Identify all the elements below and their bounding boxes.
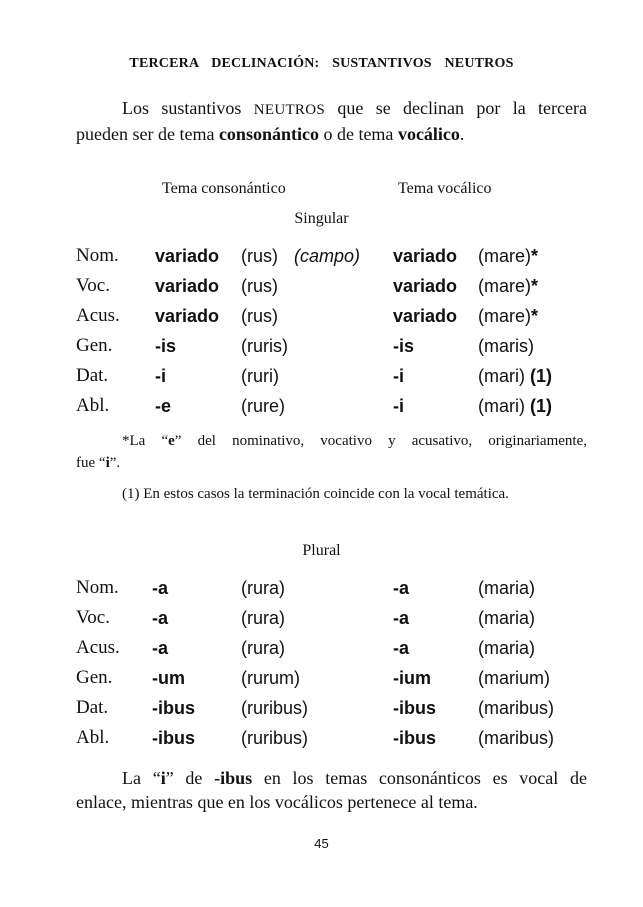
vocalic-ending: -ibus bbox=[393, 698, 436, 718]
case-label: Nom. bbox=[76, 577, 119, 598]
consonant-example: (rus) bbox=[241, 306, 278, 326]
note-text: ”. bbox=[109, 455, 121, 471]
note-text: *La “ bbox=[122, 433, 169, 449]
closing-text: La “ bbox=[122, 768, 161, 788]
vocalic-example bbox=[478, 728, 554, 749]
case-label: Voc. bbox=[76, 275, 110, 296]
page-number: 45 bbox=[314, 836, 329, 851]
closing-paragraph bbox=[76, 766, 587, 814]
header-vocalic: Tema vocálico bbox=[398, 180, 492, 197]
vocalic-ending: -a bbox=[393, 638, 410, 658]
vocalic-example-text: (mare) bbox=[478, 306, 531, 326]
vocalic-example bbox=[478, 246, 538, 267]
consonant-ending: -is bbox=[155, 336, 177, 356]
note-letter-e: e bbox=[168, 433, 175, 449]
intro-vocalico: vocálico bbox=[397, 124, 460, 144]
note-letter-i: i bbox=[105, 455, 110, 471]
consonant-example: (rura) bbox=[241, 608, 285, 628]
case-label: Voc. bbox=[76, 607, 110, 628]
page-title: TERCERA DECLINACIÓN: SUSTANTIVOS NEUTROS bbox=[129, 56, 514, 71]
vocalic-example-text: (mare) bbox=[478, 276, 531, 296]
consonant-example: (rurum) bbox=[241, 668, 300, 688]
vocalic-mark: * bbox=[531, 276, 539, 296]
note-star bbox=[76, 430, 587, 474]
intro-text: que se declinan por la tercera bbox=[325, 98, 587, 118]
vocalic-mark: (1) bbox=[525, 396, 552, 416]
vocalic-ending: -i bbox=[393, 396, 404, 416]
vocalic-ending: -ium bbox=[393, 668, 431, 688]
closing-ibus: -ibus bbox=[214, 768, 253, 788]
note-one: (1) En estos casos la terminación coincide con la vocal temática. bbox=[122, 486, 509, 502]
vocalic-ending: -a bbox=[393, 608, 410, 628]
consonant-example: (rus) bbox=[241, 246, 278, 266]
vocalic-example-text: (maria) bbox=[478, 638, 535, 658]
vocalic-example-text: (maris) bbox=[478, 336, 534, 356]
vocalic-mark: (1) bbox=[525, 366, 552, 386]
case-label: Abl. bbox=[76, 727, 110, 748]
intro-text: pueden ser de tema bbox=[76, 124, 219, 144]
vocalic-ending: -is bbox=[393, 336, 415, 356]
intro-text: . bbox=[459, 124, 465, 144]
consonant-ending: variado bbox=[155, 306, 220, 326]
vocalic-mark: * bbox=[531, 246, 539, 266]
vocalic-ending: variado bbox=[393, 306, 458, 326]
consonant-example: (rura) bbox=[241, 638, 285, 658]
vocalic-ending: variado bbox=[393, 246, 458, 266]
intro-consonantico: consonántico bbox=[218, 124, 319, 144]
consonant-example: (rus) bbox=[241, 276, 278, 296]
vocalic-ending: variado bbox=[393, 276, 458, 296]
case-label: Nom. bbox=[76, 245, 119, 266]
singular-label: Singular bbox=[294, 210, 349, 227]
closing-letter-i: i bbox=[160, 768, 166, 788]
vocalic-ending: -a bbox=[393, 578, 410, 598]
consonant-example: (ruribus) bbox=[241, 698, 309, 718]
intro-paragraph bbox=[76, 96, 587, 146]
vocalic-ending: -i bbox=[393, 366, 404, 386]
vocalic-example-text: (mari) bbox=[478, 396, 525, 416]
vocalic-ending: -ibus bbox=[393, 728, 436, 748]
vocalic-example-text: (maribus) bbox=[478, 698, 555, 718]
closing-text: ” de bbox=[165, 768, 215, 788]
consonant-example: (ruri) bbox=[241, 366, 279, 386]
vocalic-example bbox=[478, 336, 534, 357]
case-label: Gen. bbox=[76, 667, 113, 688]
vocalic-mark: * bbox=[531, 306, 539, 326]
vocalic-example bbox=[478, 698, 554, 719]
vocalic-example bbox=[478, 366, 552, 387]
case-label: Acus. bbox=[76, 305, 120, 326]
vocalic-example-text: (maria) bbox=[478, 608, 535, 628]
consonant-ending: -a bbox=[152, 638, 169, 658]
consonant-ending: -um bbox=[152, 668, 185, 688]
vocalic-example bbox=[478, 608, 535, 629]
vocalic-example bbox=[478, 396, 552, 417]
vocalic-example bbox=[478, 578, 535, 599]
closing-text: en los temas consonánticos es vocal de bbox=[252, 768, 587, 788]
case-label: Dat. bbox=[76, 365, 109, 386]
case-label: Acus. bbox=[76, 637, 120, 658]
consonant-ending: -ibus bbox=[152, 698, 195, 718]
consonant-example: (ruris) bbox=[241, 336, 288, 356]
vocalic-example-text: (maria) bbox=[478, 578, 535, 598]
consonant-gloss: (campo) bbox=[294, 246, 361, 266]
closing-text: enlace, mientras que en los vocálicos pertenece al tema. bbox=[76, 792, 478, 812]
header-consonant: Tema consonántico bbox=[162, 180, 286, 197]
vocalic-example-text: (maribus) bbox=[478, 728, 555, 748]
intro-text: o de tema bbox=[318, 124, 398, 144]
intro-neutros: NEUTROS bbox=[253, 102, 325, 118]
vocalic-example-text: (mari) bbox=[478, 366, 525, 386]
note-text: fue “ bbox=[76, 455, 106, 471]
vocalic-example bbox=[478, 638, 535, 659]
vocalic-example bbox=[478, 306, 538, 327]
plural-label: Plural bbox=[302, 542, 341, 559]
consonant-ending: -e bbox=[155, 396, 172, 416]
case-label: Dat. bbox=[76, 697, 109, 718]
consonant-ending: variado bbox=[155, 276, 220, 296]
vocalic-example bbox=[478, 276, 538, 297]
consonant-example: (rure) bbox=[241, 396, 285, 416]
consonant-ending: -a bbox=[152, 578, 169, 598]
note-text: ” del nominativo, vocativo y acusativo, originariamente, bbox=[174, 433, 587, 449]
consonant-ending: -ibus bbox=[152, 728, 195, 748]
case-label: Abl. bbox=[76, 395, 110, 416]
consonant-ending: -i bbox=[155, 366, 166, 386]
consonant-ending: variado bbox=[155, 246, 220, 266]
consonant-example: (rura) bbox=[241, 578, 285, 598]
vocalic-example bbox=[478, 668, 550, 689]
vocalic-example-text: (marium) bbox=[478, 668, 550, 688]
consonant-example: (ruribus) bbox=[241, 728, 309, 748]
intro-text: Los sustantivos bbox=[122, 98, 254, 118]
consonant-ending: -a bbox=[152, 608, 169, 628]
case-label: Gen. bbox=[76, 335, 113, 356]
vocalic-example-text: (mare) bbox=[478, 246, 531, 266]
